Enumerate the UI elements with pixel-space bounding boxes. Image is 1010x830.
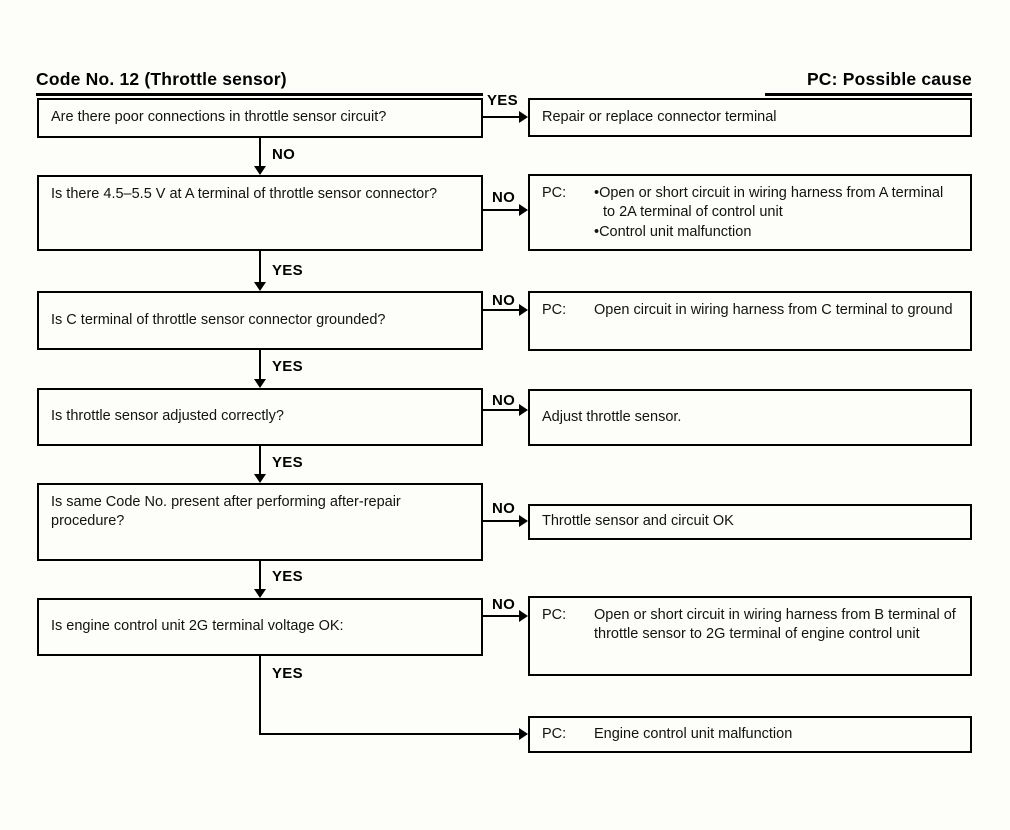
question-text: Is C terminal of throttle sensor connector grounded? (51, 311, 386, 328)
arrow-down-icon (254, 379, 266, 388)
result-box-3 (528, 291, 972, 351)
question-text: Are there poor connections in throttle sensor circuit? (51, 109, 387, 126)
branch-label-no: NO (492, 392, 516, 409)
branch-label-no: NO (492, 500, 516, 517)
branch-label-no: NO (492, 189, 516, 206)
result-box-1 (528, 98, 972, 137)
pc-label: PC: (542, 302, 567, 318)
arrow-right-icon (519, 111, 528, 123)
connector-line (481, 116, 520, 118)
connector-line (259, 137, 261, 167)
pc-label: PC: (542, 725, 567, 742)
branch-label-yes: YES (272, 665, 303, 682)
connector-line (259, 445, 261, 475)
arrow-right-icon (519, 728, 528, 740)
question-box-6 (37, 598, 483, 656)
connector-line (259, 560, 261, 590)
question-text: Is there 4.5–5.5 V at A terminal of throttle sensor connector? (51, 186, 438, 202)
result-box-4 (528, 389, 972, 446)
arrow-right-icon (519, 404, 528, 416)
result-text: Repair or replace connector terminal (542, 108, 777, 125)
arrow-down-icon (254, 166, 266, 175)
question-text: Is same Code No. present after performing after-repair procedure? (51, 494, 401, 530)
question-box-5 (37, 483, 483, 561)
connector-line (481, 615, 520, 617)
question-box-2 (37, 175, 483, 251)
result-text: Adjust throttle sensor. (542, 408, 682, 425)
legend-pc-possible-cause: PC: Possible cause (765, 69, 972, 96)
question-box-4 (37, 388, 483, 446)
connector-line (259, 250, 261, 283)
branch-label-no: NO (272, 146, 296, 163)
arrow-right-icon (519, 610, 528, 622)
result-text: Open circuit in wiring harness from C terminal to ground (594, 302, 953, 318)
arrow-right-icon (519, 304, 528, 316)
connector-line (481, 309, 520, 311)
question-box-1 (37, 98, 483, 138)
connector-line (481, 209, 520, 211)
arrow-down-icon (254, 282, 266, 291)
result-bullet: •Open or short circuit in wiring harness from A terminal to 2A terminal of control unit (594, 185, 944, 221)
result-box-5 (528, 504, 972, 540)
connector-line (259, 349, 261, 380)
connector-line (481, 520, 520, 522)
connector-line (259, 733, 521, 735)
branch-label-yes: YES (272, 262, 303, 279)
branch-label-no: NO (492, 596, 516, 613)
result-text: Throttle sensor and circuit OK (542, 513, 734, 530)
arrow-right-icon (519, 515, 528, 527)
result-box-final (528, 716, 972, 753)
question-box-3 (37, 291, 483, 350)
result-bullets (594, 184, 958, 242)
pc-label: PC: (542, 607, 567, 623)
question-text: Is throttle sensor adjusted correctly? (51, 408, 284, 425)
branch-label-no: NO (492, 292, 516, 309)
pc-label: PC: (542, 185, 567, 201)
result-box-6 (528, 596, 972, 676)
branch-label-yes: YES (272, 568, 303, 585)
result-text: Open or short circuit in wiring harness from B terminal of throttle sensor to 2G terminal of engine control unit (594, 607, 956, 643)
arrow-down-icon (254, 589, 266, 598)
arrow-down-icon (254, 474, 266, 483)
arrow-right-icon (519, 204, 528, 216)
connector-line (259, 655, 261, 734)
page-title: Code No. 12 (Throttle sensor) (36, 69, 483, 96)
branch-label-yes: YES (487, 92, 518, 109)
question-text: Is engine control unit 2G terminal voltage OK: (51, 618, 344, 635)
connector-line (481, 409, 520, 411)
result-box-2 (528, 174, 972, 251)
branch-label-yes: YES (272, 358, 303, 375)
result-text: Engine control unit malfunction (594, 725, 793, 742)
result-bullet: •Control unit malfunction (594, 223, 752, 240)
branch-label-yes: YES (272, 454, 303, 471)
